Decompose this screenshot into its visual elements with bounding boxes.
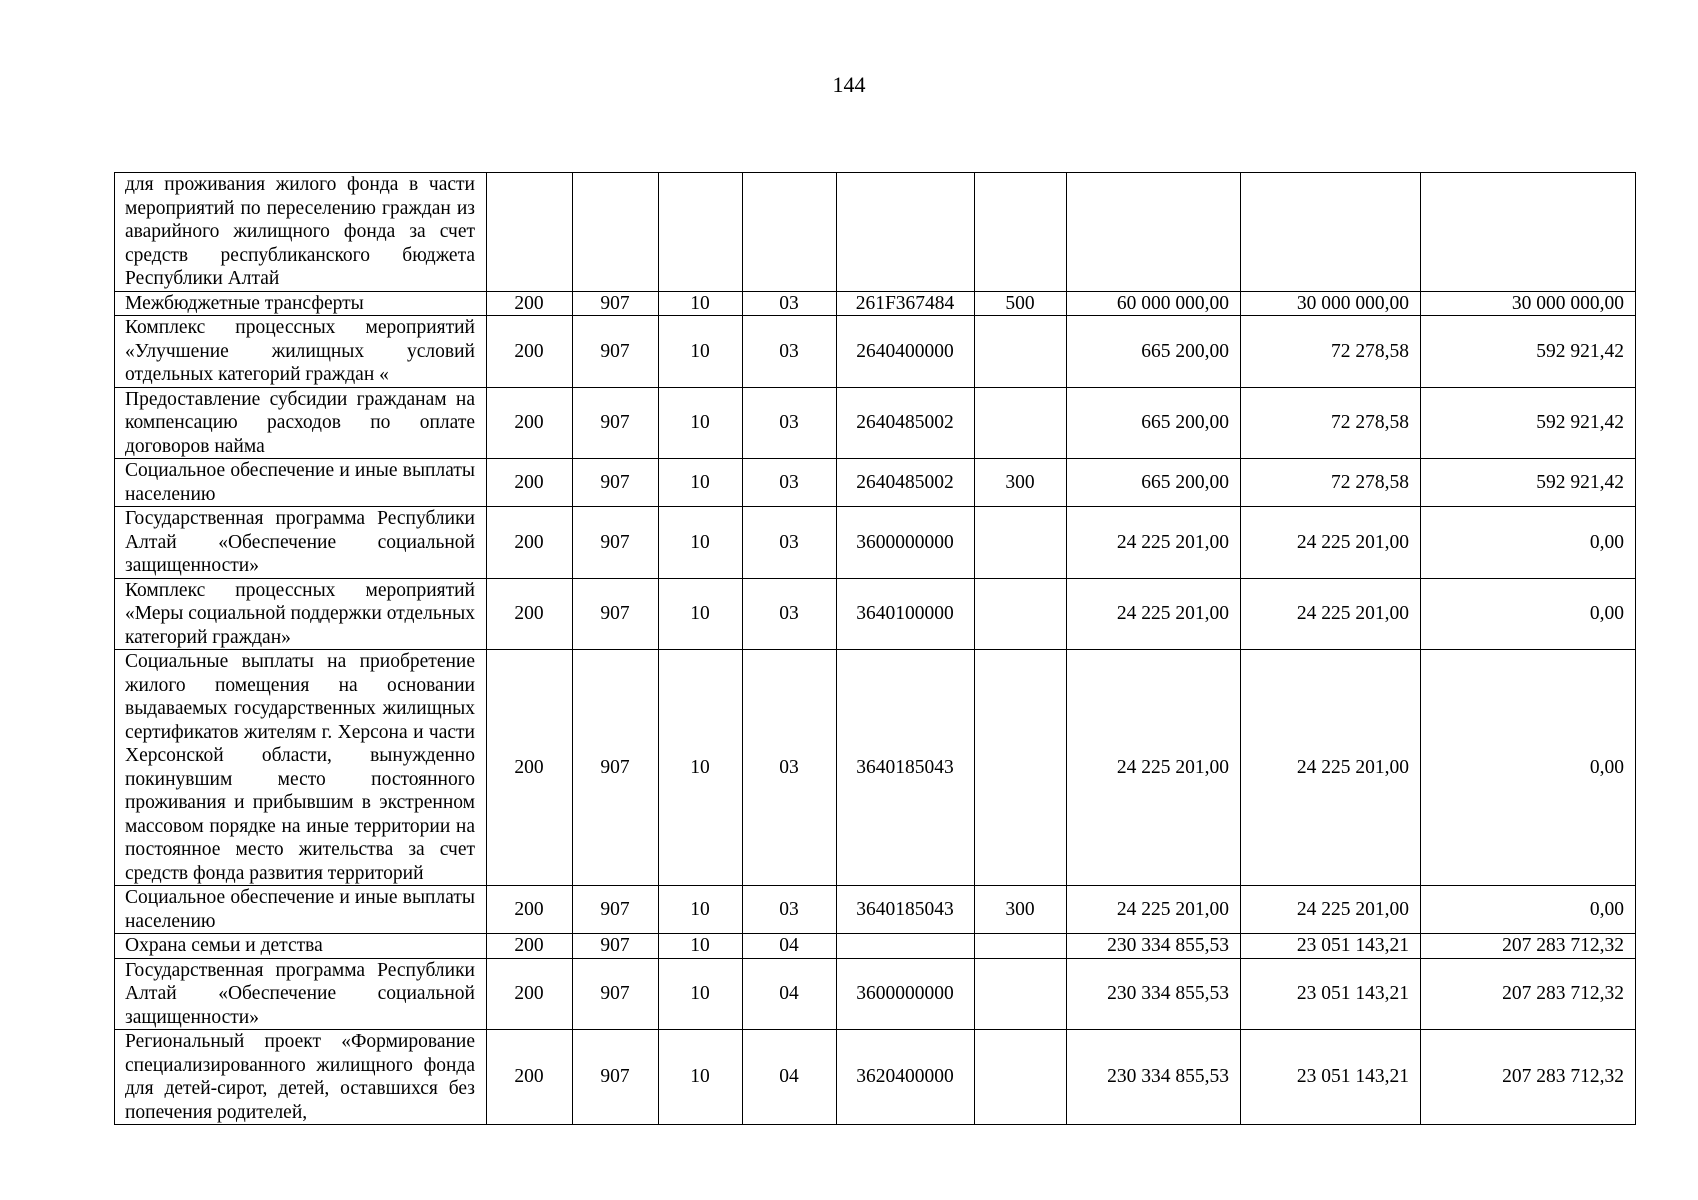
row-name-cell: Социальное обеспечение и иные выплаты населению: [115, 886, 487, 934]
amount-1-cell: 24 225 201,00: [1241, 578, 1421, 650]
amount-1-cell: 23 051 143,21: [1241, 958, 1421, 1030]
grbs-code-cell: 200: [487, 459, 573, 507]
amount-1-cell: 72 278,58: [1241, 387, 1421, 459]
expense-type-cell: [975, 173, 1067, 292]
section-code-cell: 10: [659, 291, 743, 316]
expense-type-cell: [975, 387, 1067, 459]
amount-2-cell: 592 921,42: [1421, 459, 1636, 507]
target-article-cell: [837, 173, 975, 292]
target-article-cell: 2640485002: [837, 459, 975, 507]
amount-2-cell: 207 283 712,32: [1421, 1030, 1636, 1125]
section-code-cell: 10: [659, 459, 743, 507]
table-row: [115, 650, 1636, 886]
grbs-code-cell: 200: [487, 291, 573, 316]
amount-2-cell: 592 921,42: [1421, 316, 1636, 388]
target-article-cell: 3640185043: [837, 886, 975, 934]
target-article-cell: 261F367484: [837, 291, 975, 316]
expense-type-cell: [975, 650, 1067, 886]
grbs-code-cell: [487, 173, 573, 292]
row-name-cell: Межбюджетные трансферты: [115, 291, 487, 316]
row-name-cell: Комплекс процессных мероприятий «Меры социальной поддержки отдельных категорий граждан»: [115, 578, 487, 650]
expense-type-cell: [975, 316, 1067, 388]
vedomstvo-code-cell: 907: [573, 316, 659, 388]
page-number: 144: [832, 72, 866, 97]
amount-total-cell: 24 225 201,00: [1067, 886, 1241, 934]
subsection-code-cell: 03: [743, 459, 837, 507]
target-article-cell: 3620400000: [837, 1030, 975, 1125]
table-row: [115, 1030, 1636, 1125]
amount-total-cell: 24 225 201,00: [1067, 507, 1241, 579]
subsection-code-cell: [743, 173, 837, 292]
amount-2-cell: 30 000 000,00: [1421, 291, 1636, 316]
table-row: [115, 387, 1636, 459]
amount-2-cell: 0,00: [1421, 650, 1636, 886]
amount-total-cell: 24 225 201,00: [1067, 650, 1241, 886]
table-row: [115, 958, 1636, 1030]
amount-2-cell: 207 283 712,32: [1421, 934, 1636, 959]
amount-2-cell: 0,00: [1421, 886, 1636, 934]
row-name-cell: Социальное обеспечение и иные выплаты населению: [115, 459, 487, 507]
amount-1-cell: 24 225 201,00: [1241, 507, 1421, 579]
table-row: [115, 291, 1636, 316]
vedomstvo-code-cell: [573, 173, 659, 292]
table-row: [115, 459, 1636, 507]
target-article-cell: 3640100000: [837, 578, 975, 650]
vedomstvo-code-cell: 907: [573, 958, 659, 1030]
amount-1-cell: 72 278,58: [1241, 459, 1421, 507]
grbs-code-cell: 200: [487, 934, 573, 959]
vedomstvo-code-cell: 907: [573, 291, 659, 316]
amount-2-cell: [1421, 173, 1636, 292]
subsection-code-cell: 03: [743, 886, 837, 934]
subsection-code-cell: 03: [743, 387, 837, 459]
section-code-cell: 10: [659, 886, 743, 934]
table-row: [115, 507, 1636, 579]
vedomstvo-code-cell: 907: [573, 886, 659, 934]
amount-total-cell: 24 225 201,00: [1067, 578, 1241, 650]
vedomstvo-code-cell: 907: [573, 459, 659, 507]
amount-1-cell: 30 000 000,00: [1241, 291, 1421, 316]
grbs-code-cell: 200: [487, 387, 573, 459]
target-article-cell: 3600000000: [837, 507, 975, 579]
target-article-cell: 2640485002: [837, 387, 975, 459]
section-code-cell: 10: [659, 316, 743, 388]
grbs-code-cell: 200: [487, 650, 573, 886]
row-name-cell: Региональный проект «Формирование специализированного жилищного фонда для детей-сирот, детей, оставшихся без попечения родителей,: [115, 1030, 487, 1125]
row-name-cell: Охрана семьи и детства: [115, 934, 487, 959]
subsection-code-cell: 03: [743, 316, 837, 388]
expense-type-cell: 500: [975, 291, 1067, 316]
target-article-cell: 3640185043: [837, 650, 975, 886]
expense-type-cell: 300: [975, 459, 1067, 507]
subsection-code-cell: 04: [743, 1030, 837, 1125]
vedomstvo-code-cell: 907: [573, 934, 659, 959]
table-row: [115, 934, 1636, 959]
vedomstvo-code-cell: 907: [573, 578, 659, 650]
table-body: [115, 173, 1636, 1125]
expense-type-cell: [975, 507, 1067, 579]
expense-type-cell: [975, 958, 1067, 1030]
amount-1-cell: 23 051 143,21: [1241, 1030, 1421, 1125]
subsection-code-cell: 03: [743, 650, 837, 886]
row-name-cell: Государственная программа Республики Алтай «Обеспечение социальной защищенности»: [115, 958, 487, 1030]
amount-2-cell: 0,00: [1421, 578, 1636, 650]
target-article-cell: 3600000000: [837, 958, 975, 1030]
budget-table: [114, 172, 1636, 1125]
grbs-code-cell: 200: [487, 578, 573, 650]
vedomstvo-code-cell: 907: [573, 387, 659, 459]
vedomstvo-code-cell: 907: [573, 507, 659, 579]
row-name-cell: Государственная программа Республики Алтай «Обеспечение социальной защищенности»: [115, 507, 487, 579]
row-name-cell: Социальные выплаты на приобретение жилого помещения на основании выдаваемых государственных жилищных сертификатов жителям г. Херсона и части Херсонской области, вынужденно покинувшим место постоянного проживания и прибывшим в экстренном массовом порядке на иные территории на постоянное место жительства за счет средств фонда развития территорий: [115, 650, 487, 886]
amount-total-cell: [1067, 173, 1241, 292]
amount-total-cell: 60 000 000,00: [1067, 291, 1241, 316]
amount-2-cell: 592 921,42: [1421, 387, 1636, 459]
section-code-cell: 10: [659, 507, 743, 579]
subsection-code-cell: 04: [743, 958, 837, 1030]
grbs-code-cell: 200: [487, 507, 573, 579]
amount-1-cell: 23 051 143,21: [1241, 934, 1421, 959]
section-code-cell: 10: [659, 650, 743, 886]
table-row: [115, 578, 1636, 650]
amount-1-cell: 24 225 201,00: [1241, 650, 1421, 886]
table-row: [115, 173, 1636, 292]
row-name-cell: Комплекс процессных мероприятий «Улучшение жилищных условий отдельных категорий граждан «: [115, 316, 487, 388]
vedomstvo-code-cell: 907: [573, 650, 659, 886]
target-article-cell: 2640400000: [837, 316, 975, 388]
row-name-cell: Предоставление субсидии гражданам на компенсацию расходов по оплате договоров найма: [115, 387, 487, 459]
section-code-cell: 10: [659, 1030, 743, 1125]
expense-type-cell: [975, 934, 1067, 959]
table-row: [115, 316, 1636, 388]
amount-total-cell: 230 334 855,53: [1067, 1030, 1241, 1125]
amount-1-cell: 24 225 201,00: [1241, 886, 1421, 934]
section-code-cell: 10: [659, 934, 743, 959]
amount-total-cell: 230 334 855,53: [1067, 934, 1241, 959]
expense-type-cell: [975, 1030, 1067, 1125]
grbs-code-cell: 200: [487, 958, 573, 1030]
row-name-cell: для проживания жилого фонда в части мероприятий по переселению граждан из аварийного жилищного фонда за счет средств республиканского бюджета Республики Алтай: [115, 173, 487, 292]
subsection-code-cell: 03: [743, 291, 837, 316]
grbs-code-cell: 200: [487, 886, 573, 934]
amount-total-cell: 665 200,00: [1067, 316, 1241, 388]
vedomstvo-code-cell: 907: [573, 1030, 659, 1125]
expense-type-cell: [975, 578, 1067, 650]
section-code-cell: [659, 173, 743, 292]
table-row: [115, 886, 1636, 934]
target-article-cell: [837, 934, 975, 959]
amount-2-cell: 207 283 712,32: [1421, 958, 1636, 1030]
subsection-code-cell: 03: [743, 578, 837, 650]
amount-total-cell: 665 200,00: [1067, 387, 1241, 459]
grbs-code-cell: 200: [487, 1030, 573, 1125]
amount-total-cell: 665 200,00: [1067, 459, 1241, 507]
subsection-code-cell: 03: [743, 507, 837, 579]
amount-1-cell: [1241, 173, 1421, 292]
subsection-code-cell: 04: [743, 934, 837, 959]
grbs-code-cell: 200: [487, 316, 573, 388]
amount-2-cell: 0,00: [1421, 507, 1636, 579]
section-code-cell: 10: [659, 958, 743, 1030]
amount-1-cell: 72 278,58: [1241, 316, 1421, 388]
expense-type-cell: 300: [975, 886, 1067, 934]
amount-total-cell: 230 334 855,53: [1067, 958, 1241, 1030]
section-code-cell: 10: [659, 387, 743, 459]
section-code-cell: 10: [659, 578, 743, 650]
